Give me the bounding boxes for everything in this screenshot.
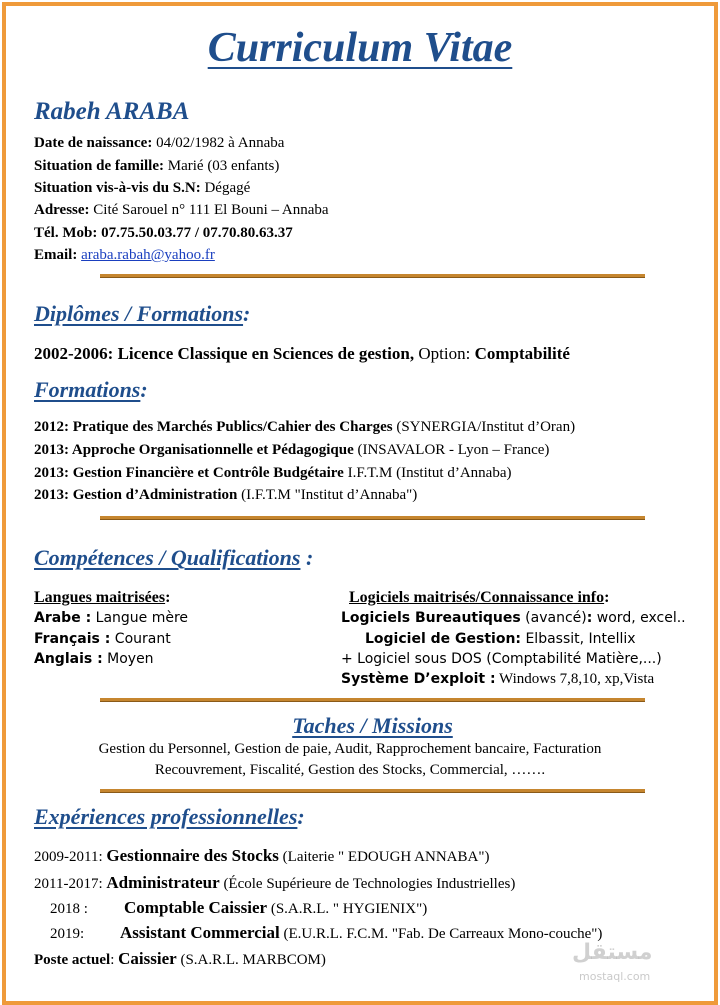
logiciel-value: + Logiciel sous DOS (Comptabilité Matière,...) [341,651,662,667]
formation-item [34,487,417,504]
formation-title: 2013: Gestion d’Administration [34,487,238,503]
logiciel-value: Windows 7,8,10, xp,Vista [495,671,655,687]
langue-level: Langue mère [91,610,189,626]
langue-level: Moyen [102,651,154,667]
logiciel-value: word, excel.. [592,610,686,626]
taches-line-2: Recouvrement, Fiscalité, Gestion des Stocks, Commercial, ……. [154,762,546,778]
address-value: Cité Sarouel n° 111 El Bouni – Annaba [89,202,329,218]
logiciel-colon: : [586,610,593,626]
formation-item [34,419,575,436]
logiciel-level: (avancé) [520,610,587,626]
experience-role: Comptable Caissier [124,898,268,917]
logiciel-label: Logiciels Bureautiques [341,610,521,626]
formation-item [34,442,549,459]
experience-item [34,846,489,866]
formation-title: 2013: Approche Organisationnelle et Pédagogique [34,442,354,458]
formation-title: 2012: Pratique des Marchés Publics/Cahier des Charges [34,419,393,435]
experience-period: Poste actuel [34,952,111,968]
divider [100,789,645,793]
experience-item [50,923,602,943]
document-title: Curriculum Vitae [207,25,513,71]
langue-name: Français : [34,631,111,647]
experience-role: Administrateur [106,873,220,892]
langue-name: Arabe : [34,610,92,626]
address-label: Adresse: [34,202,90,218]
experience-place: (E.U.R.L. F.C.M. "Fab. De Carreaux Mono-couche") [279,926,603,942]
phone-text: Tél. Mob: 07.75.50.03.77 / 07.70.80.63.37 [34,225,293,241]
taches-line-1: Gestion du Personnel, Gestion de paie, Audit, Rapprochement bancaire, Facturation [98,741,602,757]
logiciel-item [341,610,686,626]
langue-item [34,651,154,667]
experience-item [50,898,427,918]
address-line [34,202,329,219]
section-heading-competences: Compétences / Qualifications : [34,545,314,570]
diplome-entry [34,344,570,364]
section-heading-taches: Taches / Missions [292,713,453,738]
family-line [34,158,279,175]
langue-item [34,610,188,626]
experience-place: (École Supérieure de Technologies Industrielles) [219,876,516,892]
experience-item: Poste actuel: Caissier (S.A.R.L. MARBCOM) [34,949,326,968]
experience-place: (S.A.R.L. MARBCOM) [176,952,326,968]
section-heading-experiences: Expériences professionnelles: [34,804,305,829]
birth-label: Date de naissance: [34,135,153,151]
experience-place: (Laiterie " EDOUGH ANNABA") [278,849,490,865]
watermark-site: mostaql.com [579,970,651,983]
langue-item [34,631,171,647]
formation-item [34,465,512,482]
candidate-name: Rabeh ARABA [34,98,190,125]
logiciels-heading: Logiciels maitrisés/Connaissance info: [349,589,610,606]
logiciel-label: Système D’exploit : [341,671,496,687]
formation-institution: I.F.T.M (Institut d’Annaba) [343,465,512,481]
experience-period: 2019: [50,926,85,942]
section-heading-formations: Formations: [34,377,148,402]
logiciel-item [341,651,662,667]
experience-place: (S.A.R.L. " HYGIENIX") [267,901,428,917]
diplome-option: Comptabilité [474,344,570,363]
email-label: Email: [34,247,78,263]
experience-role: Gestionnaire des Stocks [106,846,279,865]
divider [100,274,645,278]
sn-value: Dégagé [200,180,251,196]
sn-line [34,180,250,197]
langue-level: Courant [110,631,171,647]
logiciel-label: Logiciel de Gestion: [365,631,522,647]
formation-institution: (SYNERGIA/Institut d’Oran) [392,419,576,435]
divider [100,698,645,702]
langue-name: Anglais : [34,651,103,667]
langues-heading: Langues maitrisées: [34,589,171,606]
section-heading-diplomes: Diplômes / Formations: [34,301,251,326]
experience-item [34,873,515,893]
experience-period: 2011-2017: [34,876,107,892]
experience-role: Assistant Commercial [120,923,280,942]
diplome-option-label: Option: [414,344,475,363]
diplome-title: 2002-2006: Licence Classique en Sciences de gestion, [34,344,415,363]
experience-period: 2018 : [50,901,88,917]
logiciel-item [365,631,636,647]
birth-value: 04/02/1982 à Annaba [152,135,285,151]
divider [100,516,645,520]
formation-institution: (I.F.T.M "Institut d’Annaba") [237,487,418,503]
family-value: Marié (03 enfants) [164,158,280,174]
email-line [34,247,215,264]
experience-role: Caissier [118,949,177,968]
experience-period: 2009-2011: [34,849,107,865]
email-link[interactable]: araba.rabah@yahoo.fr [81,247,215,263]
watermark-logo: مستقل [572,940,653,965]
family-label: Situation de famille: [34,158,164,174]
sn-label: Situation vis-à-vis du S.N: [34,180,201,196]
birth-line [34,135,284,152]
phone-line [34,225,293,242]
formation-title: 2013: Gestion Financière et Contrôle Budgétaire [34,465,344,481]
formation-institution: (INSAVALOR - Lyon – France) [353,442,550,458]
logiciel-value: Elbassit, Intellix [521,631,636,647]
logiciel-item [341,671,654,688]
